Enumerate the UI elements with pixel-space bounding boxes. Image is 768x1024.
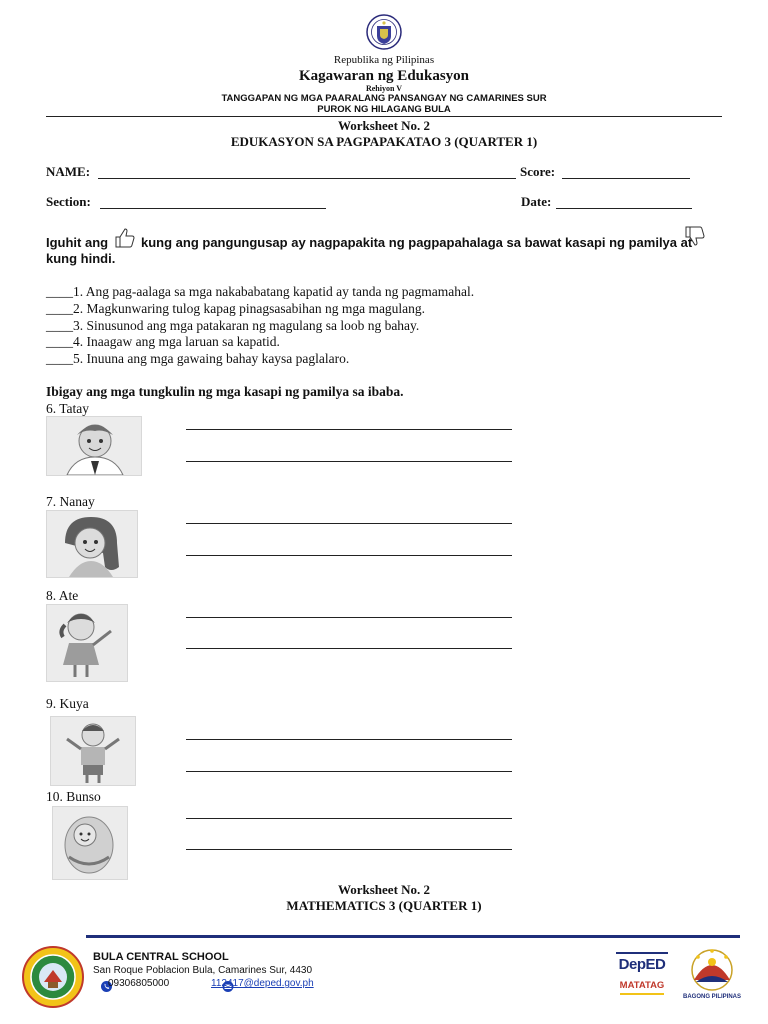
ate-image xyxy=(46,604,128,682)
answer-line[interactable] xyxy=(186,739,512,740)
header-rule xyxy=(46,116,722,117)
region-text: Rehiyon V xyxy=(365,84,403,93)
next-worksheet-number: Worksheet No. 2 xyxy=(337,882,431,897)
bagong-pilipinas-text: BAGONG PILIPINAS xyxy=(682,994,741,1000)
tatay-image xyxy=(46,416,142,476)
answer-line[interactable] xyxy=(186,523,512,524)
deped-seal xyxy=(366,14,402,50)
member-label-tatay: 6. Tatay xyxy=(46,401,90,416)
thumbs-up-icon xyxy=(114,227,136,249)
section-label: Section: xyxy=(46,194,91,209)
date-label: Date: xyxy=(521,194,552,209)
name-field[interactable] xyxy=(98,178,516,179)
worksheet-subject: EDUKASYON SA PAGPAPAKATAO 3 (QUARTER 1) xyxy=(230,134,538,149)
kuya-image xyxy=(50,716,136,786)
department-title: Kagawaran ng Edukasyon xyxy=(298,68,470,84)
list-item: ____1. Ang pag-aalaga sa mga nakababatang kapatid ay tanda ng pagmamahal. xyxy=(46,284,475,299)
answer-line[interactable] xyxy=(186,771,512,772)
answer-line[interactable] xyxy=(186,555,512,556)
list-item: ____2. Magkunwaring tulog kapag pinagsasabihan ng mga magulang. xyxy=(46,301,426,316)
part1-instruction-c: kung hindi. xyxy=(46,251,116,266)
name-label: NAME: xyxy=(46,164,91,179)
part1-instruction-a: Iguhit ang xyxy=(46,235,109,250)
school-name: BULA CENTRAL SCHOOL xyxy=(93,951,229,963)
member-label-bunso: 10. Bunso xyxy=(46,789,101,804)
answer-line[interactable] xyxy=(186,849,512,850)
nanay-image xyxy=(46,510,138,578)
date-field[interactable] xyxy=(556,208,692,209)
score-label: Score: xyxy=(520,164,556,179)
deped-matatag-logo xyxy=(614,950,670,998)
score-field[interactable] xyxy=(562,178,690,179)
section-field[interactable] xyxy=(100,208,326,209)
part2-instruction: Ibigay ang mga tungkulin ng mga kasapi ng pamilya sa ibaba. xyxy=(46,384,404,399)
bagong-pilipinas-logo xyxy=(682,948,742,1004)
part1-instruction-b: kung ang pangungusap ay nagpapakita ng pagpapahalaga sa bawat kasapi ng pamilya at xyxy=(141,235,693,250)
school-email-link[interactable]: 112417@deped.gov.ph xyxy=(211,978,314,989)
bunso-image xyxy=(52,806,128,880)
footer-rule xyxy=(86,935,740,938)
school-address: San Roque Poblacion Bula, Camarines Sur, 4430 xyxy=(93,965,313,976)
answer-line[interactable] xyxy=(186,648,512,649)
list-item: ____5. Inuuna ang mga gawaing bahay kaysa paglalaro. xyxy=(46,351,350,366)
thumbs-down-icon xyxy=(684,225,706,247)
next-worksheet-subject: MATHEMATICS 3 (QUARTER 1) xyxy=(286,898,482,913)
list-item: ____4. Inaagaw ang mga laruan sa kapatid. xyxy=(46,334,280,349)
district-text: PUROK NG HILAGANG BULA xyxy=(317,104,451,115)
answer-line[interactable] xyxy=(186,461,512,462)
member-label-kuya: 9. Kuya xyxy=(46,696,89,711)
list-item: ____3. Sinusunod ang mga patakaran ng magulang sa loob ng bahay. xyxy=(46,318,420,333)
answer-line[interactable] xyxy=(186,617,512,618)
worksheet-number: Worksheet No. 2 xyxy=(337,118,431,133)
office-text: TANGGAPAN NG MGA PAARALANG PANSANGAY NG CAMARINES SUR xyxy=(221,93,547,104)
member-label-nanay: 7. Nanay xyxy=(46,494,95,509)
republic-text: Republika ng Pilipinas xyxy=(333,54,435,66)
member-label-ate: 8. Ate xyxy=(46,588,79,603)
school-seal-logo xyxy=(22,946,84,1008)
answer-line[interactable] xyxy=(186,818,512,819)
deped-logo-text: DepED xyxy=(618,956,666,973)
school-phone: 09306805000 xyxy=(108,978,170,989)
matatag-text: MATATAG xyxy=(619,980,665,991)
answer-line[interactable] xyxy=(186,429,512,430)
